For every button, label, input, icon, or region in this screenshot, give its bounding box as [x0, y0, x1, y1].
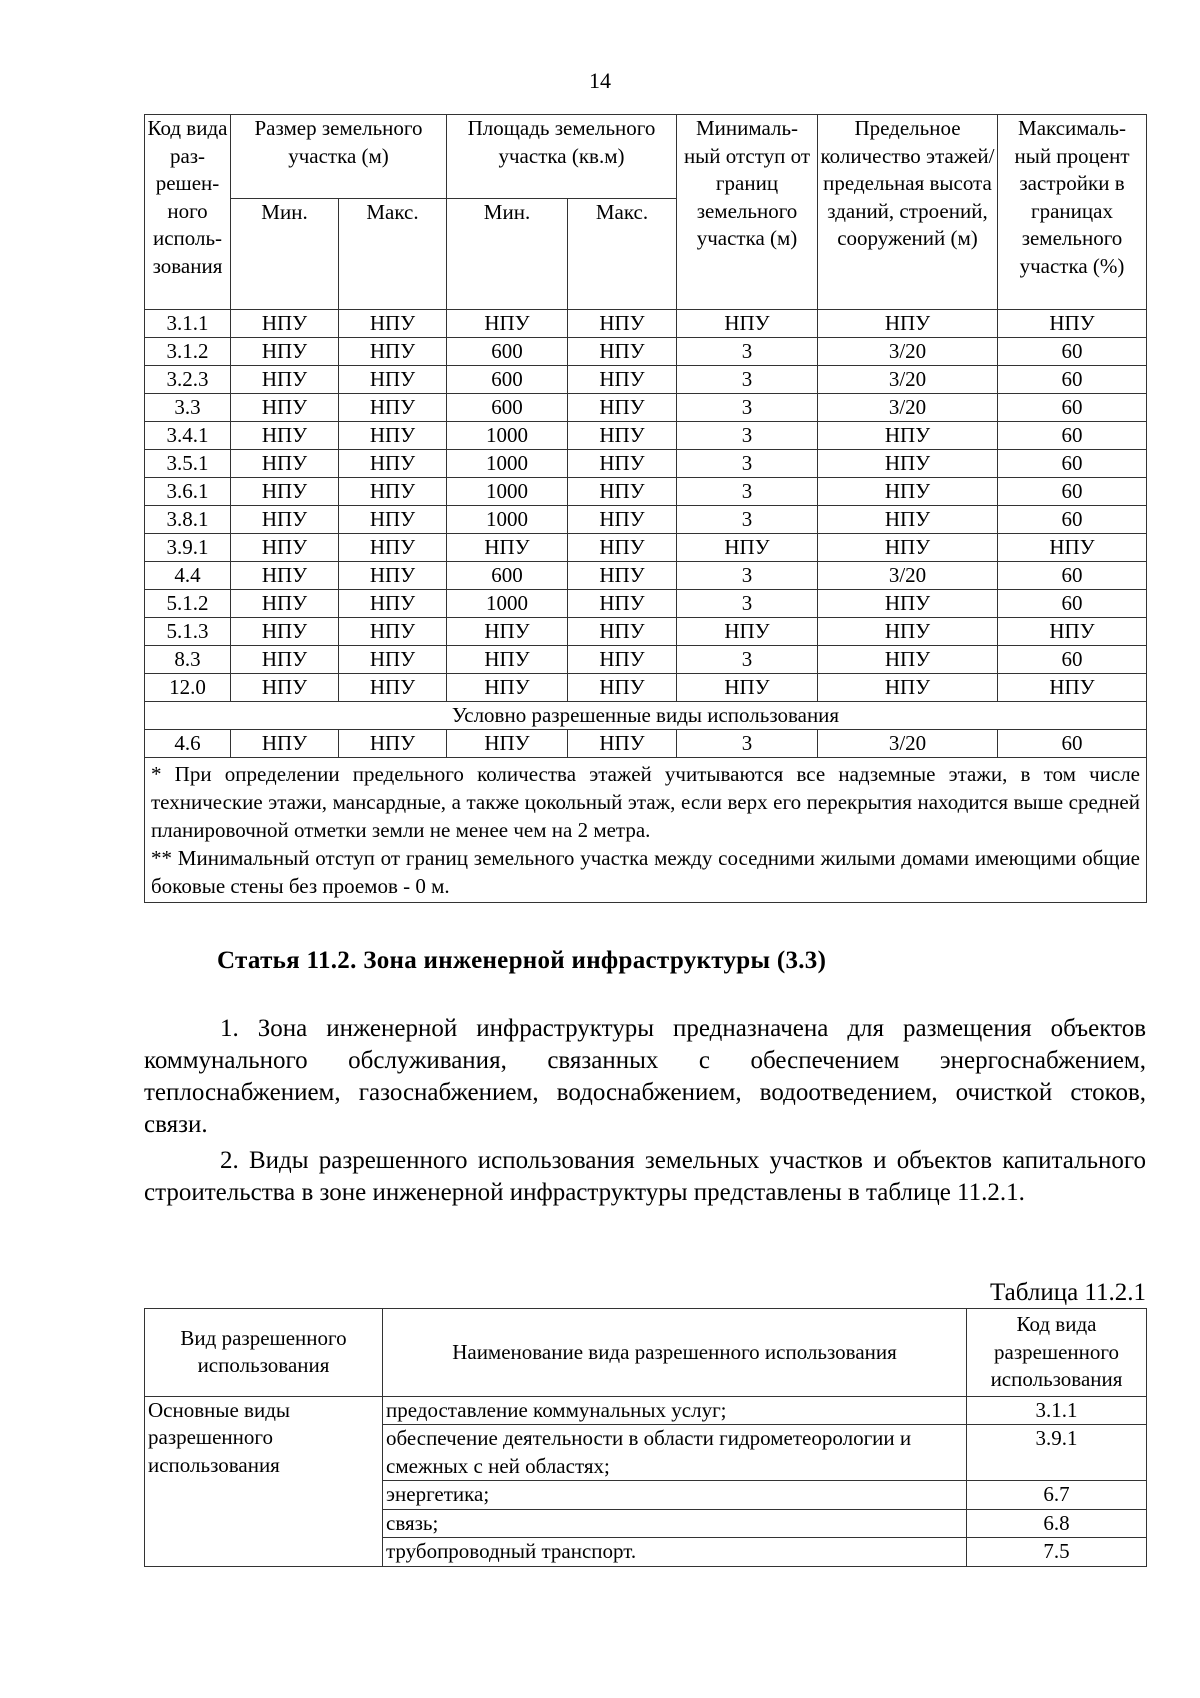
table-row — [145, 506, 1147, 534]
table-row — [145, 618, 1147, 646]
table-cell: НПУ — [818, 618, 998, 646]
table-cell: НПУ — [568, 478, 677, 506]
table-cell: 3.5.1 — [145, 450, 231, 478]
table-cell: 60 — [998, 450, 1147, 478]
table-cell: НПУ — [568, 394, 677, 422]
note-setback: ** Минимальный отступ от границ земельного участка между соседними жилыми домами имеющими общие боковые стены без проемов - 0 м. — [151, 846, 1140, 898]
table-cell: НПУ — [231, 674, 339, 702]
permitted-uses-table — [144, 1308, 1147, 1567]
table-row — [145, 450, 1147, 478]
header-plot-area: Площадь земельного участка (кв.м) — [447, 115, 677, 199]
table-cell: 3 — [677, 450, 818, 478]
header-use-code: Код вида разрешенного использования — [967, 1309, 1147, 1397]
table-row — [145, 478, 1147, 506]
table-cell: НПУ — [231, 590, 339, 618]
table-cell: НПУ — [339, 562, 447, 590]
table-cell: 3/20 — [818, 562, 998, 590]
table-cell: 5.1.2 — [145, 590, 231, 618]
use-code-cell: 3.1.1 — [967, 1396, 1147, 1425]
table-cell: НПУ — [568, 310, 677, 338]
header-code: Код вида раз- решен- ного исполь- зования — [145, 115, 231, 310]
section-heading: Статья 11.2. Зона инженерной инфраструктуры (3.3) — [217, 947, 827, 974]
table-row — [145, 1396, 1147, 1425]
table-cell: НПУ — [818, 310, 998, 338]
use-name-cell: предоставление коммунальных услуг; — [383, 1396, 967, 1425]
table-cell: НПУ — [677, 310, 818, 338]
table-cell: НПУ — [231, 506, 339, 534]
table-cell: НПУ — [818, 590, 998, 618]
table-cell: НПУ — [818, 506, 998, 534]
header-area-min: Мин. — [447, 199, 568, 310]
table-cell: НПУ — [818, 674, 998, 702]
table-cell: 60 — [998, 478, 1147, 506]
table-cell: 3.1.1 — [145, 310, 231, 338]
conditional-uses-label: Условно разрешенные виды использования — [145, 702, 1147, 730]
table-cell: НПУ — [818, 422, 998, 450]
use-code-cell: 6.8 — [967, 1509, 1147, 1538]
table-cell: 3.6.1 — [145, 478, 231, 506]
header-percent: Максималь- ный процент застройки в границах земельного участка (%) — [998, 115, 1147, 310]
table-notes — [145, 758, 1147, 903]
table-cell: НПУ — [231, 394, 339, 422]
table-cell: НПУ — [568, 618, 677, 646]
table-cell: НПУ — [231, 478, 339, 506]
table-row — [145, 646, 1147, 674]
table-row — [145, 338, 1147, 366]
table-cell: 3 — [677, 590, 818, 618]
table-cell: НПУ — [339, 534, 447, 562]
table-cell: НПУ — [339, 366, 447, 394]
table-cell: НПУ — [447, 534, 568, 562]
table-cell: НПУ — [998, 674, 1147, 702]
table-cell: НПУ — [339, 590, 447, 618]
table-row — [145, 562, 1147, 590]
table-cell: 60 — [998, 646, 1147, 674]
table-cell: НПУ — [339, 618, 447, 646]
table-row — [145, 534, 1147, 562]
table-cell: 3 — [677, 730, 818, 758]
table-cell: 1000 — [447, 450, 568, 478]
table-cell: НПУ — [818, 646, 998, 674]
table-cell: НПУ — [677, 618, 818, 646]
table-cell: НПУ — [568, 338, 677, 366]
table-cell: НПУ — [231, 618, 339, 646]
table-cell: 3 — [677, 478, 818, 506]
table-cell: 1000 — [447, 590, 568, 618]
paragraph-2: 2. Виды разрешенного использования земельных участков и объектов капитального строительства в зоне инженерной инфраструктуры представлены в таблице 11.2.1. — [144, 1147, 1146, 1206]
table-cell: НПУ — [818, 478, 998, 506]
table-cell: 600 — [447, 394, 568, 422]
table-body — [145, 310, 1147, 702]
zone-parameters-table — [144, 114, 1147, 903]
table-cell: НПУ — [231, 366, 339, 394]
table-cell: 60 — [998, 506, 1147, 534]
table-cell: НПУ — [339, 730, 447, 758]
table-cell: НПУ — [568, 422, 677, 450]
table-cell: 600 — [447, 338, 568, 366]
use-code-cell: 3.9.1 — [967, 1425, 1147, 1481]
table-cell: НПУ — [568, 590, 677, 618]
conditional-table-body — [145, 730, 1147, 758]
table-cell: НПУ — [568, 730, 677, 758]
table-cell: 60 — [998, 366, 1147, 394]
table-cell: НПУ — [677, 674, 818, 702]
table-cell: НПУ — [339, 646, 447, 674]
table-cell: 3 — [677, 394, 818, 422]
table-cell: 60 — [998, 590, 1147, 618]
table-row — [145, 310, 1147, 338]
page-number: 14 — [589, 68, 611, 93]
table-cell: 3/20 — [818, 730, 998, 758]
table-cell: НПУ — [998, 310, 1147, 338]
table-cell: НПУ — [339, 394, 447, 422]
table-cell: НПУ — [231, 422, 339, 450]
table-cell: НПУ — [818, 534, 998, 562]
table-cell: НПУ — [231, 562, 339, 590]
header-size-max: Макс. — [339, 199, 447, 310]
header-plot-size: Размер земельного участка (м) — [231, 115, 447, 199]
table-cell: 3.9.1 — [145, 534, 231, 562]
table-cell: 4.4 — [145, 562, 231, 590]
table-cell: НПУ — [231, 534, 339, 562]
permitted-uses-body — [145, 1396, 1147, 1566]
table-cell: НПУ — [339, 450, 447, 478]
table-cell: 12.0 — [145, 674, 231, 702]
header-size-min: Мин. — [231, 199, 339, 310]
use-code-cell: 6.7 — [967, 1481, 1147, 1510]
table-cell: 4.6 — [145, 730, 231, 758]
table-cell: 60 — [998, 562, 1147, 590]
table-row — [145, 674, 1147, 702]
table-row — [145, 422, 1147, 450]
table-cell: 3 — [677, 422, 818, 450]
use-name-cell: энергетика; — [383, 1481, 967, 1510]
table-cell: НПУ — [339, 310, 447, 338]
note-floors: * При определении предельного количества этажей учитываются все надземные этажи, в том числе технические этажи, мансардные, а также цокольный этаж, если верх его перекрытия находится выше средней планировочной отметки земли не менее чем на 2 метра. — [151, 762, 1140, 842]
table-caption: Таблица 11.2.1 — [990, 1279, 1146, 1306]
header-floors: Предельное количество этажей/ предельная высота зданий, строений, сооружений (м) — [818, 115, 998, 310]
table-cell: 5.1.3 — [145, 618, 231, 646]
table-cell: НПУ — [231, 338, 339, 366]
table-cell: 3.1.2 — [145, 338, 231, 366]
table-cell: НПУ — [568, 646, 677, 674]
table-cell: 1000 — [447, 422, 568, 450]
table-cell: НПУ — [447, 646, 568, 674]
table-cell: НПУ — [339, 478, 447, 506]
table-cell: НПУ — [568, 674, 677, 702]
table-cell: НПУ — [998, 534, 1147, 562]
header-area-max: Макс. — [568, 199, 677, 310]
table-cell: 3/20 — [818, 366, 998, 394]
table-cell: 60 — [998, 730, 1147, 758]
table-cell: НПУ — [231, 646, 339, 674]
table-cell: 3 — [677, 562, 818, 590]
header-setback: Минималь- ный отступ от границ земельного участка (м) — [677, 115, 818, 310]
table-cell: 3 — [677, 506, 818, 534]
table-cell: НПУ — [339, 422, 447, 450]
table-cell: 3.4.1 — [145, 422, 231, 450]
table-cell: НПУ — [339, 338, 447, 366]
table-cell: НПУ — [568, 450, 677, 478]
table-cell: НПУ — [568, 366, 677, 394]
table-cell: 60 — [998, 422, 1147, 450]
table-cell: НПУ — [231, 730, 339, 758]
table-cell: НПУ — [339, 506, 447, 534]
table-cell: НПУ — [677, 534, 818, 562]
table-cell: НПУ — [339, 674, 447, 702]
table-cell: 3 — [677, 646, 818, 674]
table-cell: 8.3 — [145, 646, 231, 674]
table-cell: 600 — [447, 562, 568, 590]
use-name-cell: трубопроводный транспорт. — [383, 1538, 967, 1567]
table-cell: НПУ — [568, 562, 677, 590]
table-cell: НПУ — [818, 450, 998, 478]
table-row — [145, 394, 1147, 422]
table-cell: НПУ — [447, 310, 568, 338]
use-name-cell: обеспечение деятельности в области гидрометеорологии и смежных с ней областях; — [383, 1425, 967, 1481]
table-row — [145, 366, 1147, 394]
table-cell: 1000 — [447, 506, 568, 534]
table-cell: 3 — [677, 338, 818, 366]
table-cell: 3.3 — [145, 394, 231, 422]
use-code-cell: 7.5 — [967, 1538, 1147, 1567]
table-cell: НПУ — [231, 310, 339, 338]
table-cell: НПУ — [231, 450, 339, 478]
table-cell: НПУ — [447, 618, 568, 646]
table-cell: 60 — [998, 394, 1147, 422]
table-cell: 3/20 — [818, 394, 998, 422]
table-cell: 3 — [677, 366, 818, 394]
table-cell: 1000 — [447, 478, 568, 506]
header-use-kind: Вид разрешенного использования — [145, 1309, 383, 1397]
table-cell: НПУ — [568, 534, 677, 562]
table-cell: НПУ — [447, 730, 568, 758]
table-cell: 600 — [447, 366, 568, 394]
group-label: Основные виды разрешенного использования — [145, 1396, 383, 1566]
table-cell: НПУ — [447, 674, 568, 702]
table-cell: 60 — [998, 338, 1147, 366]
table-cell: 3.2.3 — [145, 366, 231, 394]
header-use-name: Наименование вида разрешенного использования — [383, 1309, 967, 1397]
table-cell: НПУ — [998, 618, 1147, 646]
table-row — [145, 730, 1147, 758]
table-cell: 3/20 — [818, 338, 998, 366]
use-name-cell: связь; — [383, 1509, 967, 1538]
paragraph-1: 1. Зона инженерной инфраструктуры предназначена для размещения объектов коммунального обслуживания, связанных с обеспечением энергоснабжением, теплоснабжением, газоснабжением, водоснабжением, водоотведением, очисткой стоков, связи. — [144, 1015, 1146, 1138]
table-row — [145, 590, 1147, 618]
table-cell: 3.8.1 — [145, 506, 231, 534]
table-cell: НПУ — [568, 506, 677, 534]
